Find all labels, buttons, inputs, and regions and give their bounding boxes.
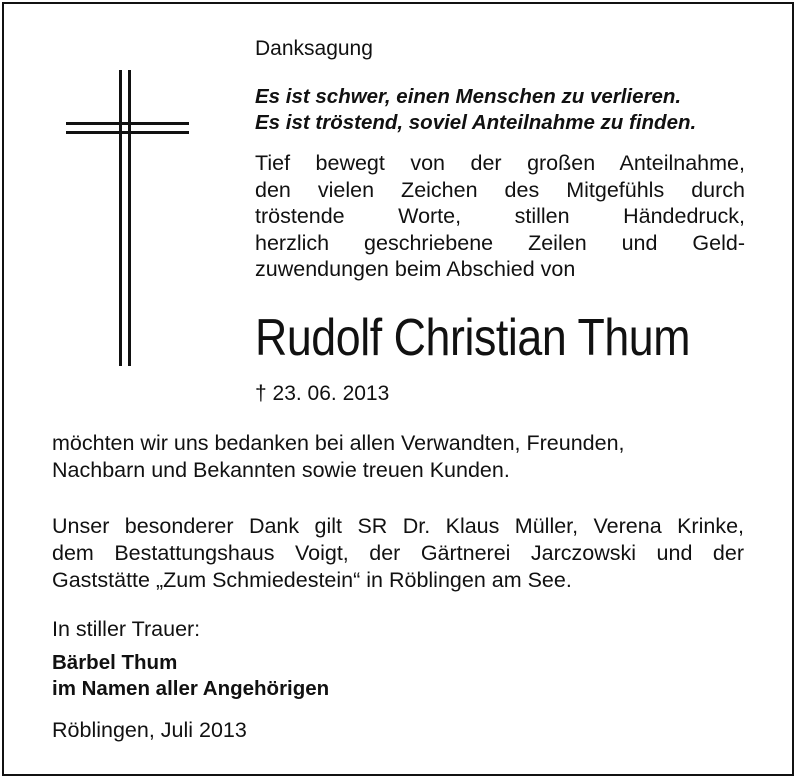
- special-thanks-line: Gaststätte „Zum Schmiedestein“ in Röblingen am See.: [52, 568, 572, 592]
- intro-line: herzlich geschriebene Zeilen und Geld-: [255, 230, 745, 255]
- death-date: † 23. 06. 2013: [255, 382, 390, 405]
- special-thanks-line: dem Bestattungshaus Voigt, der Gärtnerei Jarczowski und der: [52, 541, 744, 565]
- intro-line: Tief bewegt von der großen Anteilnahme,: [255, 151, 745, 175]
- special-thanks-line: Unser besonderer Dank gilt SR Dr. Klaus Müller, Verena Krinke,: [52, 514, 744, 538]
- cross-horizontal-line-top: [66, 122, 189, 125]
- signature: [52, 650, 329, 702]
- motto-line: Es ist tröstend, soviel Anteilnahme zu finden.: [255, 111, 697, 134]
- place-date: Röblingen, Juli 2013: [52, 718, 247, 742]
- motto-line: Es ist schwer, einen Menschen zu verlieren.: [255, 85, 682, 108]
- deceased-name: Rudolf Christian Thum: [255, 309, 691, 367]
- cross-horizontal-line-bottom: [66, 131, 189, 134]
- signature-line: im Namen aller Angehörigen: [52, 677, 330, 700]
- special-thanks-paragraph: [52, 513, 744, 594]
- signature-line: Bärbel Thum: [52, 651, 178, 674]
- thanks-line: möchten wir uns bedanken bei allen Verwandten, Freunden,: [52, 431, 625, 455]
- motto: [255, 84, 755, 136]
- thanks-line: Nachbarn und Bekannten sowie treuen Kunden.: [52, 458, 510, 482]
- intro-line: den vielen Zeichen des Mitgefühls durch: [255, 177, 745, 202]
- notice-heading: Danksagung: [255, 37, 373, 60]
- intro-paragraph: [255, 150, 745, 283]
- thanks-paragraph: [52, 430, 625, 484]
- cross-vertical-line-right: [128, 70, 131, 366]
- intro-line: tröstende Worte, stillen Händedruck,: [255, 204, 745, 228]
- cross-vertical-line-left: [119, 70, 122, 366]
- intro-line: zuwendungen beim Abschied von: [255, 257, 576, 281]
- mourning-label: In stiller Trauer:: [52, 617, 201, 641]
